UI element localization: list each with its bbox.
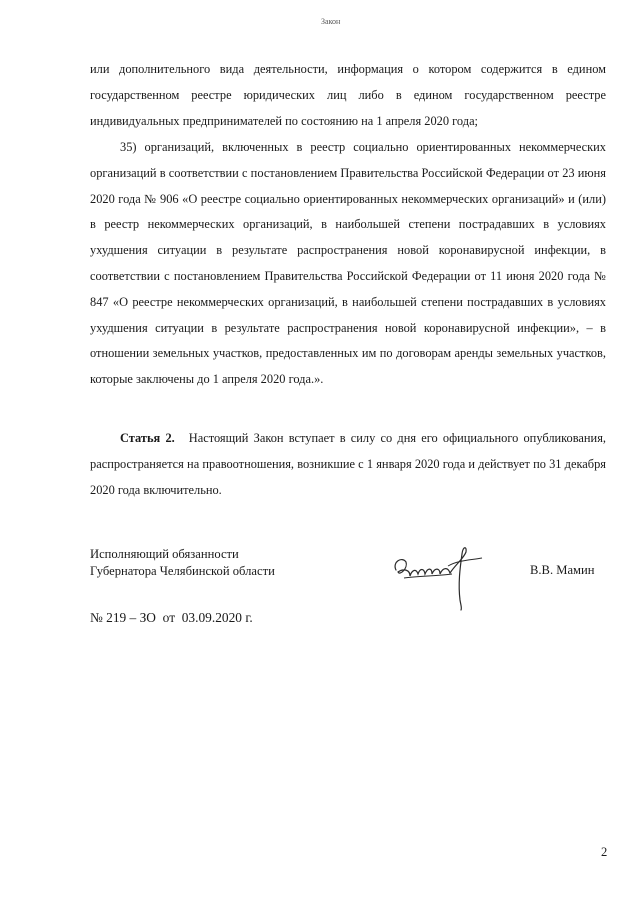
document-number: № 219 – ЗО от 03.09.2020 г. — [90, 610, 253, 625]
article-2-label: Статья 2. — [120, 431, 175, 445]
signer-role — [90, 546, 275, 579]
page-number: 2 — [601, 845, 608, 859]
article-2-text: Настоящий Закон вступает в силу со дня его официального опубликования, распространяется на правоотношения, возникшие с 1 января 2020 года и действует по 31 декабря 2020 года включительно. — [90, 431, 606, 497]
handwritten-signature — [388, 540, 498, 612]
article-2-paragraph — [90, 426, 606, 503]
paragraph-continuation — [90, 57, 606, 134]
paragraph-item-35 — [90, 135, 606, 393]
paragraph-text: 35) организаций, включенных в реестр социально ориентированных некоммерческих организаций в соответствии с постановлением Правительства Российской Федерации от 23 июня 2020 года № 906 «О реестре социально ориентированных некоммерческих организаций» и (или) в реестр некоммерческих организаций, в наибольшей степени пострадавших в условиях ухудшения ситуации в результате распространения новой коронавирусной инфекции, в соответствии с постановлением Правительства Российской Федерации от 11 июня 2020 года № 847 «О реестре некоммерческих организаций, в наибольшей степени пострадавших в условиях ухудшения ситуации в результате распространения новой коронавирусной инфекции», – в отношении земельных участков, предоставленных им по договорам аренды земельных участков, которые заключены до 1 апреля 2020 года.». — [90, 140, 606, 387]
signer-role-line-2: Губернатора Челябинской области — [90, 563, 275, 578]
article-2 — [90, 426, 606, 503]
signer-role-line-1: Исполняющий обязанности — [90, 547, 239, 561]
paragraph-text: или дополнительного вида деятельности, информация о котором содержится в едином государственном реестре юридических лиц либо в едином государственном реестре индивидуальных предпринимателей по состоянию на 1 апреля 2020 года; — [90, 62, 606, 128]
header-mark: Закон — [321, 17, 341, 26]
signer-name: В.В. Мамин — [530, 563, 595, 577]
